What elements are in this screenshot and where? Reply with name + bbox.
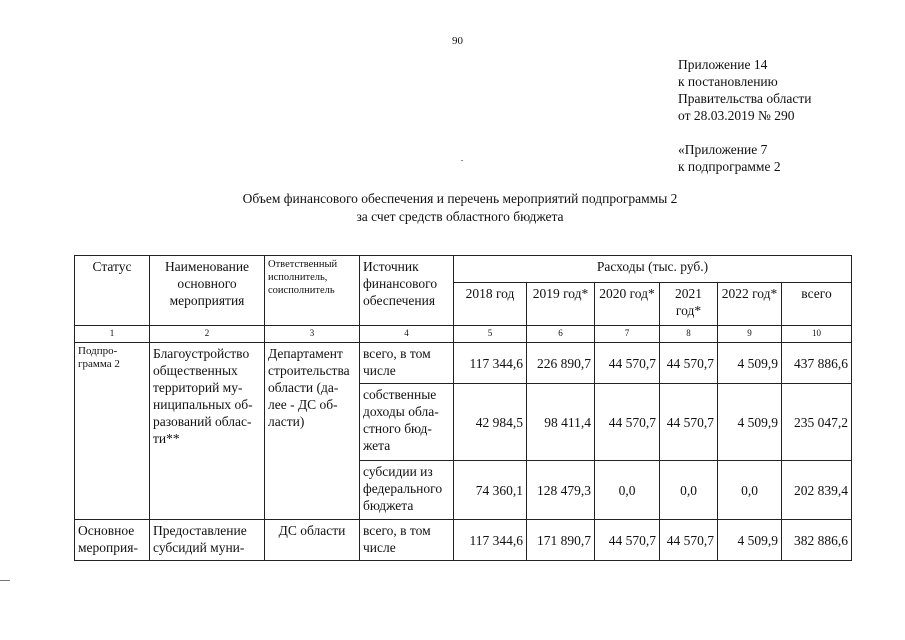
value-cell: 74 360,1 xyxy=(454,461,527,520)
appendix-line: к подпрограмме 2 xyxy=(678,159,781,174)
executor-cell: ДС области xyxy=(265,520,360,561)
value-cell: 44 570,7 xyxy=(660,343,718,384)
value-cell: 4 509,9 xyxy=(718,384,782,461)
page-number: 90 xyxy=(452,35,463,47)
appendix-line: «Приложение 7 xyxy=(678,142,768,157)
column-number: 1 xyxy=(75,326,150,343)
budget-table xyxy=(74,255,852,561)
status-cell: Подпро-грамма 2 xyxy=(75,343,150,520)
column-number: 9 xyxy=(718,326,782,343)
header-name: Наименование основного мероприятия xyxy=(150,256,265,326)
column-numbers-row xyxy=(75,326,852,343)
source-cell: субсидии из федерального бюджета xyxy=(360,461,454,520)
value-cell: 44 570,7 xyxy=(660,520,718,561)
header-year: 2019 год* xyxy=(527,283,595,326)
appendix-line: Приложение 14 xyxy=(678,57,768,72)
source-cell: всего, в том числе xyxy=(360,520,454,561)
source-cell: собственные доходы обла-стного бюд-жета xyxy=(360,384,454,461)
value-cell: 4 509,9 xyxy=(718,343,782,384)
table-row xyxy=(75,520,852,561)
total-cell: 437 886,6 xyxy=(782,343,852,384)
header-year: 2021 год* xyxy=(660,283,718,326)
value-cell: 44 570,7 xyxy=(595,384,660,461)
title-line: за счет средств областного бюджета xyxy=(356,209,564,224)
value-cell: 117 344,6 xyxy=(454,520,527,561)
header-status: Статус xyxy=(75,256,150,326)
appendix-header xyxy=(678,56,811,175)
document-title xyxy=(150,190,770,226)
value-cell: 42 984,5 xyxy=(454,384,527,461)
total-cell: 382 886,6 xyxy=(782,520,852,561)
column-number: 3 xyxy=(265,326,360,343)
value-cell: 0,0 xyxy=(660,461,718,520)
executor-cell: Департамент строительства области (да-лее - ДС об-ласти) xyxy=(265,343,360,520)
header-year: 2018 год xyxy=(454,283,527,326)
title-line: Объем финансового обеспечения и перечень мероприятий подпрограммы 2 xyxy=(242,191,678,206)
header-executor: Ответственный исполнитель, соисполнитель xyxy=(265,256,360,326)
scan-artifact xyxy=(0,580,10,581)
value-cell: 128 479,3 xyxy=(527,461,595,520)
scan-artifact xyxy=(461,160,463,161)
column-number: 2 xyxy=(150,326,265,343)
value-cell: 4 509,9 xyxy=(718,520,782,561)
value-cell: 44 570,7 xyxy=(595,343,660,384)
value-cell: 44 570,7 xyxy=(595,520,660,561)
appendix-line: к постановлению xyxy=(678,74,778,89)
header-row xyxy=(75,256,852,283)
value-cell: 0,0 xyxy=(595,461,660,520)
total-cell: 202 839,4 xyxy=(782,461,852,520)
value-cell: 117 344,6 xyxy=(454,343,527,384)
header-total: всего xyxy=(782,283,852,326)
status-cell: Основное мероприя- xyxy=(75,520,150,561)
value-cell: 226 890,7 xyxy=(527,343,595,384)
total-cell: 235 047,2 xyxy=(782,384,852,461)
table-row xyxy=(75,343,852,384)
appendix-line: Правительства области xyxy=(678,91,812,106)
column-number: 5 xyxy=(454,326,527,343)
name-cell: Благоустройство общественных территорий му-ниципальных об-разований облас-ти** xyxy=(150,343,265,520)
appendix-line: от 28.03.2019 № 290 xyxy=(678,108,795,123)
column-number: 8 xyxy=(660,326,718,343)
header-expenses: Расходы (тыс. руб.) xyxy=(454,256,852,283)
header-source: Источник финансового обеспечения xyxy=(360,256,454,326)
column-number: 7 xyxy=(595,326,660,343)
column-number: 4 xyxy=(360,326,454,343)
value-cell: 98 411,4 xyxy=(527,384,595,461)
column-number: 6 xyxy=(527,326,595,343)
value-cell: 171 890,7 xyxy=(527,520,595,561)
column-number: 10 xyxy=(782,326,852,343)
header-year: 2022 год* xyxy=(718,283,782,326)
source-cell: всего, в том числе xyxy=(360,343,454,384)
header-year: 2020 год* xyxy=(595,283,660,326)
name-cell: Предоставление субсидий муни- xyxy=(150,520,265,561)
value-cell: 0,0 xyxy=(718,461,782,520)
value-cell: 44 570,7 xyxy=(660,384,718,461)
